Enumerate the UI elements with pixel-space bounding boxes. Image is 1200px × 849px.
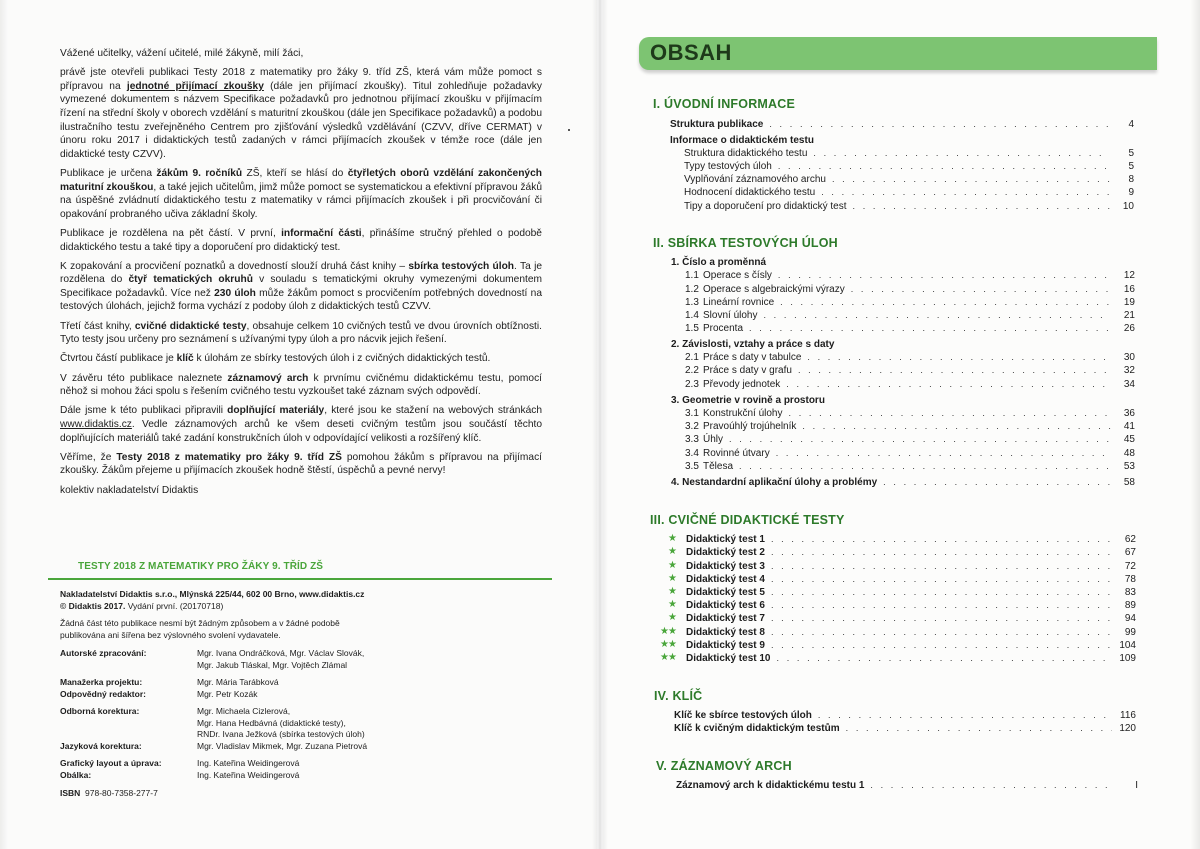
toc-subheading: 2. Závislosti, vztahy a práce s daty (671, 339, 835, 350)
greeting: Vážené učitelky, vážení učitelé, milé žákyně, milí žáci, (60, 48, 304, 59)
difficulty-star-icon: ★ (668, 612, 676, 623)
toc-entry[interactable]: Didaktický test 10 . . . 109 (686, 652, 1136, 665)
difficulty-star-icon: ★★ (660, 652, 676, 663)
toc-entry[interactable]: Didaktický test 4 . . . 78 (686, 573, 1136, 586)
difficulty-star-icon: ★ (668, 560, 676, 571)
toc-subheading: Informace o didaktickém testu (670, 135, 814, 146)
toc-entry[interactable]: Typy testových úloh . . . 5 (684, 160, 1134, 173)
section-heading: IV. KLÍČ (654, 689, 703, 703)
book-spine (592, 0, 608, 849)
section-heading: V. ZÁZNAMOVÝ ARCH (656, 759, 792, 773)
difficulty-star-icon: ★ (668, 573, 676, 584)
toc-entry[interactable]: Hodnocení didaktického testu . . . 9 (684, 186, 1134, 199)
difficulty-star-icon: ★ (668, 533, 676, 544)
intro-text (60, 47, 542, 503)
toc-entry[interactable]: 1.4 Slovní úlohy . . . 21 (685, 309, 1135, 322)
difficulty-star-icon: ★ (668, 546, 676, 557)
toc-entry[interactable]: 2.2 Práce s daty v grafu . . . 32 (685, 364, 1135, 377)
toc-entry[interactable]: 1.2 Operace s algebraickými výrazy . . . 16 (685, 283, 1135, 296)
toc-entry[interactable]: Didaktický test 6 . . . 89 (686, 599, 1136, 612)
toc-entry[interactable]: 2.1 Práce s daty v tabulce . . . 30 (685, 351, 1135, 364)
rights-notice: Žádná část této publikace nesmí být žádným způsobem a v žádné podobě publikována ani šířena bez výslovného svolení vydavatele. (60, 618, 340, 640)
left-page (0, 0, 597, 849)
toc-entry[interactable]: 3.4 Rovinné útvary . . . 48 (685, 447, 1135, 460)
toc-entry[interactable]: 3.5 Tělesa . . . 53 (685, 460, 1135, 473)
copyright-line: © Didaktis 2017. Vydání první. (20170718) (60, 600, 224, 611)
section-heading: III. CVIČNÉ DIDAKTICKÉ TESTY (650, 513, 845, 527)
credit-row: Odpovědný redaktor: Mgr. Petr Kozák (60, 688, 258, 699)
toc-entry[interactable]: Struktura publikace . . . 4 (670, 118, 1134, 131)
website-link[interactable]: www.didaktis.cz (60, 419, 132, 430)
toc-entry[interactable]: Didaktický test 9 . . . 104 (686, 639, 1136, 652)
toc-entry[interactable]: 1.1 Operace s čísly . . . 12 (685, 269, 1135, 282)
toc-entry[interactable]: 1.5 Procenta . . . 26 (685, 322, 1135, 335)
book-title: TESTY 2018 Z MATEMATIKY PRO ŽÁKY 9. TŘÍD ZŠ (78, 561, 324, 572)
credit-row: Odborná korektura: Mgr. Michaela Cizlerová, Mgr. Hana Hedbávná (didaktické testy), RNDr. Ivana Ježková (sbírka testových úloh) (60, 706, 365, 739)
toc-entry[interactable]: Didaktický test 8 . . . 99 (686, 626, 1136, 639)
isbn: ISBN 978-80-7358-277-7 (60, 788, 158, 798)
credit-row: Manažerka projektu: Mgr. Mária Tarábková (60, 677, 279, 687)
difficulty-star-icon: ★★ (660, 626, 676, 637)
toc-entry[interactable]: 4. Nestandardní aplikační úlohy a problémy . . . 58 (671, 476, 1135, 489)
publisher-line: Nakladatelství Didaktis s.r.o., Mlýnská 225/44, 602 00 Brno, www.didaktis.cz (60, 589, 365, 599)
toc-subheading: 3. Geometrie v rovině a prostoru (671, 395, 825, 406)
toc-entry[interactable]: 3.1 Konstrukční úlohy . . . 36 (685, 407, 1135, 420)
toc-entry[interactable]: 1.3 Lineární rovnice . . . 19 (685, 296, 1135, 309)
toc-subheading: 1. Číslo a proměnná (671, 257, 767, 268)
toc-entry[interactable]: Didaktický test 5 . . . 83 (686, 586, 1136, 599)
intro-paragraph: právě jste otevřeli publikaci Testy 2018 z matematiky pro žáky 9. tříd ZŠ, která vám může pomoct s přípravou na jednotné přijímací zkoušky (dále jen přijímací zkoušky). Titul zohledňuje požadavky vymezené dokumentem s názvem Specifikace požadavků pro jednotnou přijímací zkoušku v přijímacím řízení na střední školy v oborech vzdělání s maturitní zkouškou (dále jen Specifikace požadavků) a podobu ilustračního testu zveřejněného Centrem pro zjišťování výsledků vzdělávání (CZVV, dříve CERMAT) v únoru roku 2017 i didaktických testů zadaných v rámci přijímacích zkoušek v témže roce (dále jen didaktické testy CZVV). (60, 67, 542, 160)
credit-row: Autorské zpracování: Mgr. Ivana Ondráčková, Mgr. Václav Slovák, Mgr. Jakub Tláskal, Mgr. Vojtěch Zlámal (60, 648, 365, 670)
intro-paragraph: Dále jsme k této publikaci připravili doplňující materiály, které jsou ke stažení na webových stránkách www.didaktis.cz. Vedle záznamových archů ke všem deseti cvičným testům jsou součástí těchto doplňujících materiálů také zadání konstrukčních úloh v odpovídající velikosti a rozšířený klíč. (60, 405, 542, 444)
difficulty-star-icon: ★ (668, 586, 676, 597)
toc-entry[interactable]: 3.3 Úhly . . . 45 (685, 433, 1135, 446)
intro-paragraph: Čtvrtou částí publikace je klíč k úlohám ze sbírky testových úloh i z cvičných didaktických testů. (60, 353, 491, 365)
toc-entry[interactable]: Klíč k cvičným didaktickým testům . . . 120 (674, 722, 1136, 735)
scan-speck (568, 129, 570, 131)
scan-edge (1190, 0, 1200, 849)
toc-entry[interactable]: Záznamový arch k didaktickému testu 1 . . . I (676, 779, 1138, 792)
toc-entry[interactable]: Struktura didaktického testu . . . 5 (684, 147, 1134, 160)
divider (48, 578, 552, 580)
intro-paragraph: K zopakování a procvičení poznatků a dovedností slouží druhá část knihy – sbírka testových úloh. Ta je rozdělena do čtyř tematických okruhů v souladu s tematickými okruhy vymezenými dokumentem Specifikace požadavků. Více než 230 úloh může žákům pomoct s procvičením potřebných dovedností na testových úlohách, jejichž forma vychází z podoby úloh z didaktických testů CZVV. (60, 260, 542, 313)
toc-entry[interactable]: Didaktický test 1 . . . 62 (686, 533, 1136, 546)
credit-row: Obálka: Ing. Kateřina Weidingerová (60, 769, 300, 780)
toc-entry[interactable]: Didaktický test 7 . . . 94 (686, 612, 1136, 625)
toc-entry[interactable]: Didaktický test 2 . . . 67 (686, 546, 1136, 559)
intro-paragraph: Publikace je rozdělena na pět částí. V první, informační části, přinášíme stručný přehled o podobě didaktického testu a také tipy a doporučení pro didaktický test. (60, 227, 542, 253)
intro-paragraph: Třetí část knihy, cvičné didaktické testy, obsahuje celkem 10 cvičných testů ve dvou úrovních obtížnosti. Tyto testy jsou určeny pro seznámení s užívanými typy úloh a pro nácvik jejich řešení. (60, 320, 542, 346)
scan-edge (0, 0, 8, 849)
difficulty-star-icon: ★★ (660, 639, 676, 650)
imprint (60, 589, 540, 641)
credit-row: Grafický layout a úprava: Ing. Kateřina Weidingerová (60, 758, 300, 768)
toc-entry[interactable]: Tipy a doporučení pro didaktický test . . . 10 (684, 200, 1134, 213)
toc-entry[interactable]: Didaktický test 3 . . . 72 (686, 560, 1136, 573)
credit-row: Jazyková korektura: Mgr. Vladislav Mikmek, Mgr. Zuzana Pietrová (60, 740, 368, 751)
toc-entry[interactable]: Vyplňování záznamového archu . . . 8 (684, 173, 1134, 186)
contents-title: OBSAH (650, 40, 732, 65)
signature: kolektiv nakladatelství Didaktis (60, 484, 199, 496)
toc-entry[interactable]: 2.3 Převody jednotek . . . 34 (685, 378, 1135, 391)
difficulty-star-icon: ★ (668, 599, 676, 610)
intro-paragraph: Věříme, že Testy 2018 z matematiky pro žáky 9. tříd ZŠ pomohou žákům s přípravou na přijímací zkoušky. Žákům přejeme u přijímacích zkoušek hodně štěstí, úspěchů a pevné nervy! (60, 451, 542, 477)
section-heading: I. ÚVODNÍ INFORMACE (653, 97, 796, 111)
toc-entry[interactable]: 3.2 Pravoúhlý trojúhelník . . . 41 (685, 420, 1135, 433)
credits (60, 648, 540, 800)
toc-entry[interactable]: Klíč ke sbírce testových úloh . . . 116 (674, 709, 1136, 722)
section-heading: II. SBÍRKA TESTOVÝCH ÚLOH (653, 236, 838, 250)
intro-paragraph: Publikace je určena žákům 9. ročníků ZŠ, kteří se hlásí do čtyřletých oborů vzdělání zakončených maturitní zkouškou, a také jejich učitelům, jimž může pomoct se systematickou a efektivní přípravou žáků na úspěšné zvládnutí didaktického testu z matematiky v rámci přijímacích zkoušek i při procvičování či opakování probraného učiva základní školy. (60, 167, 542, 220)
intro-paragraph: V závěru této publikace naleznete záznamový arch k prvnímu cvičnému didaktickému testu, pomocí něhož si mohou žáci spolu s řešením cvičného testu vyzkoušet také záznam svých odpovědí. (60, 372, 542, 398)
